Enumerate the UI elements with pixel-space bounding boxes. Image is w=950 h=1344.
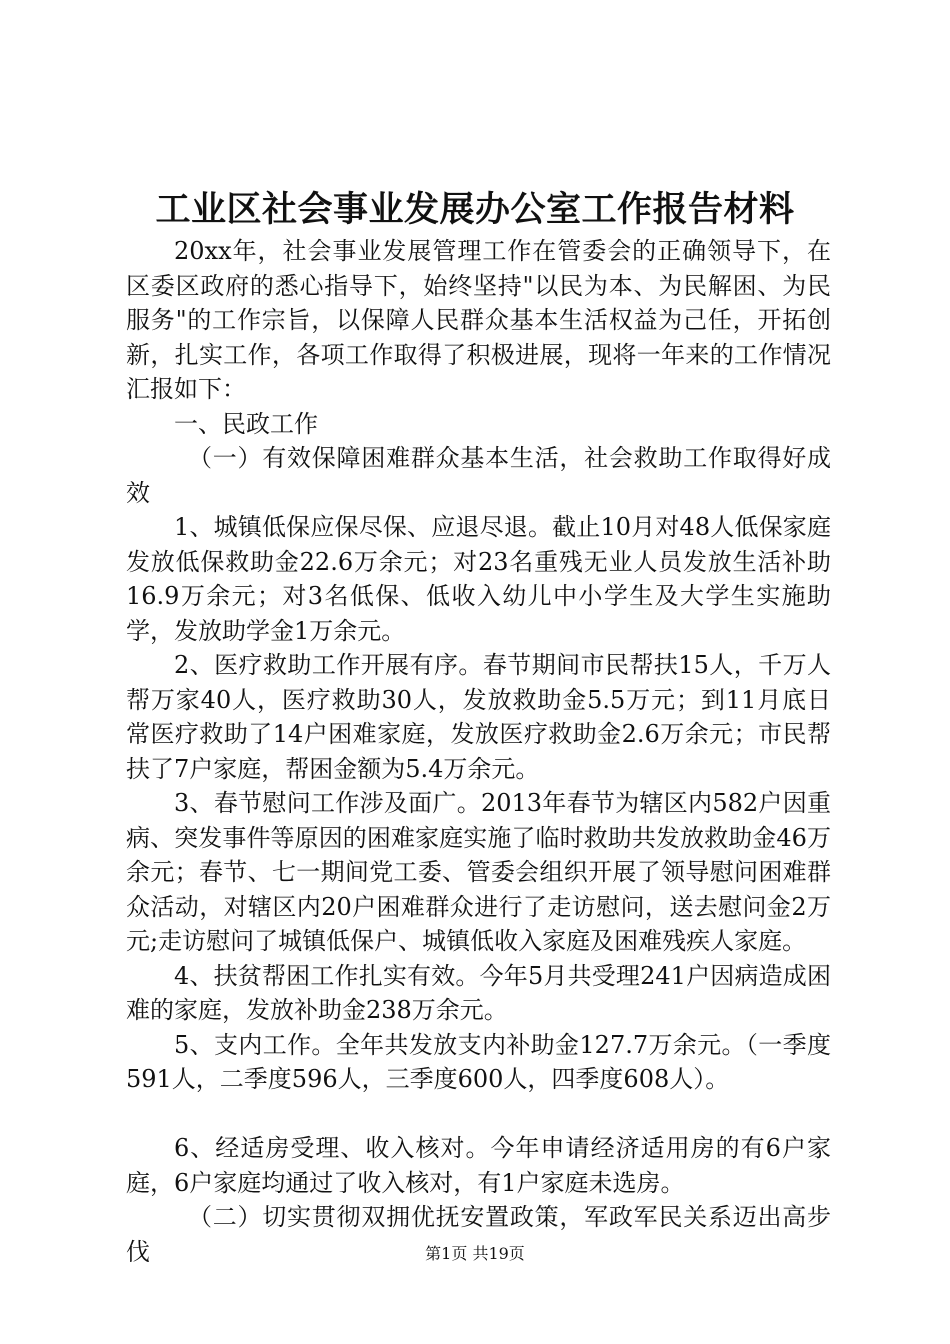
body-paragraph: 2、医疗救助工作开展有序。春节期间市民帮扶15人，千万人帮万家40人，医疗救助30人，发放救助金5.5万元；到11月底日常医疗救助了14户困难家庭，发放医疗救助金2.6万余元；市民帮扶了7户家庭，帮困金额为5.4万余元。 bbox=[126, 651, 831, 783]
subsection-heading: （二）切实贯彻双拥优抚安置政策，军政军民关系迈出高步伐 bbox=[126, 1203, 831, 1266]
page-footer: 第1页 共19页 bbox=[425, 1244, 525, 1263]
body-paragraph: 6、经适房受理、收入核对。今年申请经济适用房的有6户家庭，6户家庭均通过了收入核对，有1户家庭未选房。 bbox=[126, 1134, 831, 1197]
section-heading: 一、民政工作 bbox=[174, 409, 318, 438]
body-paragraph: 5、支内工作。全年共发放支内补助金127.7万余元。（一季度591人，二季度596人，三季度600人，四季度608人）。 bbox=[126, 1030, 831, 1093]
document-title: 工业区社会事业发展办公室工作报告材料 bbox=[155, 190, 795, 230]
intro-paragraph: 20xx年，社会事业发展管理工作在管委会的正确领导下，在区委区政府的悉心指导下，始终坚持"以民为本、为民解困、为民服务"的工作宗旨，以保障人民群众基本生活权益为己任，开拓创新，扎实工作，各项工作取得了积极进展，现将一年来的工作情况汇报如下： bbox=[126, 237, 831, 403]
body-paragraph: 4、扶贫帮困工作扎实有效。今年5月共受理241户因病造成困难的家庭，发放补助金238万余元。 bbox=[126, 961, 831, 1024]
subsection-heading: （一）有效保障困难群众基本生活，社会救助工作取得好成效 bbox=[126, 444, 831, 507]
body-paragraph: 3、春节慰问工作涉及面广。2013年春节为辖区内582户因重病、突发事件等原因的困难家庭实施了临时救助共发放救助金46万余元；春节、七一期间党工委、管委会组织开展了领导慰问困难群众活动，对辖区内20户困难群众进行了走访慰问，送去慰问金2万元;走访慰问了城镇低保户、城镇低收入家庭及困难残疾人家庭。 bbox=[126, 789, 831, 955]
document-body bbox=[126, 234, 831, 1269]
body-paragraph: 1、城镇低保应保尽保、应退尽退。截止10月对48人低保家庭发放低保救助金22.6万余元；对23名重残无业人员发放生活补助16.9万余元；对3名低保、低收入幼儿中小学生及大学生实施助学，发放助学金1万余元。 bbox=[126, 513, 831, 645]
